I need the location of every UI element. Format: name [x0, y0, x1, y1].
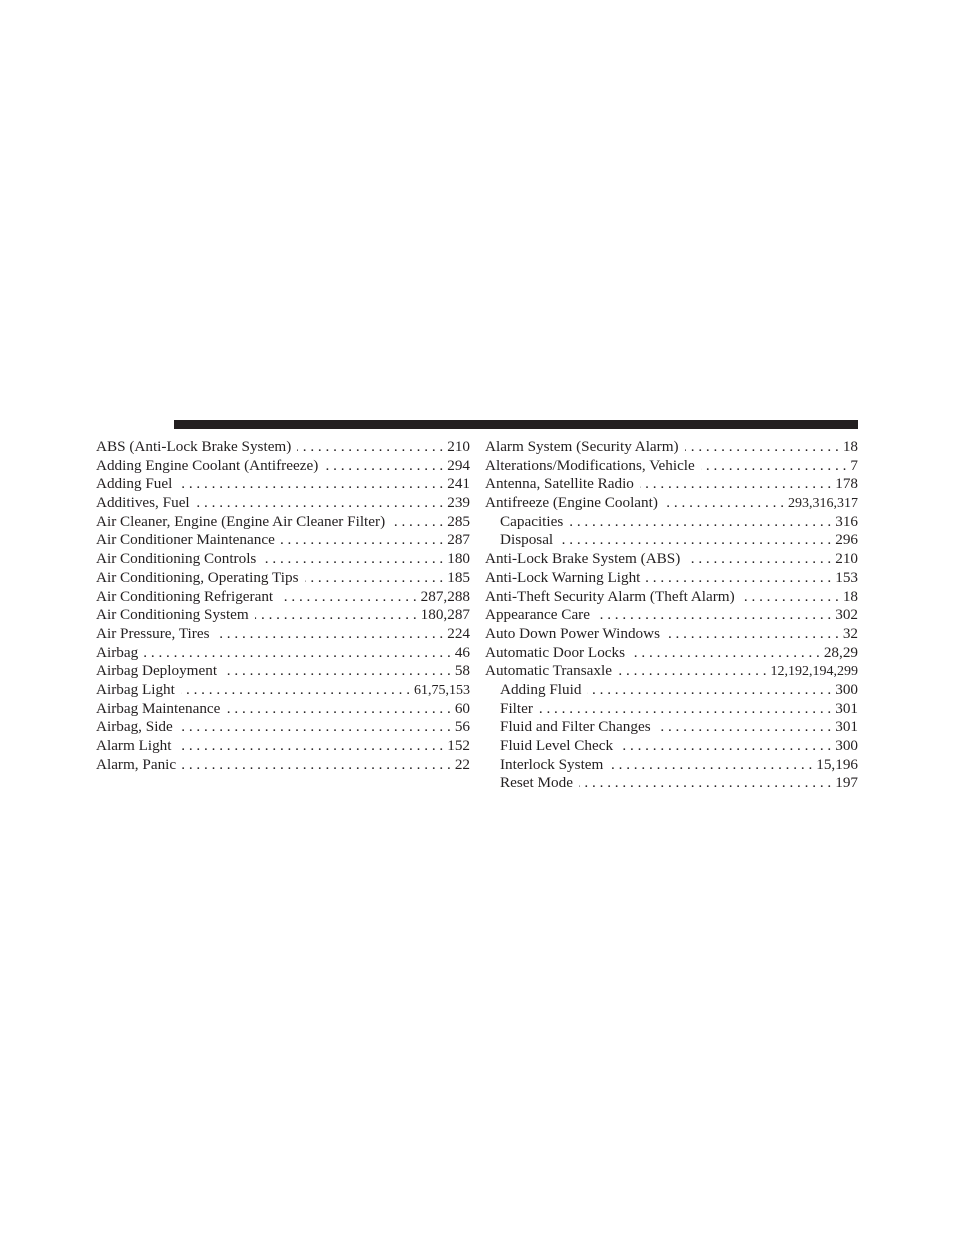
index-entry	[485, 625, 858, 644]
index-term: Fluid Level Check	[500, 737, 614, 754]
dot-leader	[640, 475, 831, 494]
index-subentry	[485, 681, 858, 700]
dot-leader	[196, 494, 444, 513]
index-term: Airbag Light	[96, 680, 175, 698]
index-page-ref: 300	[835, 680, 858, 698]
index-page-ref: 58	[454, 662, 470, 680]
dot-leader	[685, 438, 839, 457]
dot-leader	[559, 531, 831, 550]
index-entry	[96, 438, 470, 457]
index-subentry	[485, 700, 858, 719]
dot-leader	[178, 737, 444, 756]
index-column-left	[96, 438, 470, 774]
dot-leader	[539, 700, 831, 719]
index-page-ref: 32	[842, 624, 858, 642]
dot-leader	[279, 588, 416, 607]
index-page-ref: 210	[447, 438, 470, 455]
index-entry	[96, 644, 470, 663]
index-entry	[96, 737, 470, 756]
index-term: Appearance Care	[485, 606, 590, 624]
dot-leader	[741, 588, 839, 607]
index-term: Disposal	[500, 531, 554, 549]
index-entry	[96, 513, 470, 532]
index-subentry	[485, 531, 858, 550]
index-term: Antifreeze (Engine Coolant)	[485, 494, 658, 512]
index-subentry	[485, 774, 858, 793]
index-term: Adding Fluid	[500, 680, 582, 698]
index-page-ref: 12,192,194,299	[770, 664, 858, 680]
index-entry	[96, 681, 470, 700]
index-subentry	[485, 737, 858, 756]
index-term: Automatic Transaxle	[485, 662, 612, 680]
dot-leader	[223, 662, 451, 681]
index-page-ref: 22	[454, 755, 470, 773]
dot-leader	[664, 494, 784, 513]
index-term: Alarm, Panic	[96, 755, 177, 773]
index-page-ref: 60	[454, 699, 470, 717]
dot-leader	[657, 718, 832, 737]
dot-leader	[569, 513, 831, 532]
dot-leader	[618, 662, 767, 681]
dot-leader	[144, 644, 451, 663]
index-entry	[485, 588, 858, 607]
index-subentry	[485, 756, 858, 775]
index-entry	[96, 700, 470, 719]
index-term: Air Conditioner Maintenance	[96, 531, 275, 549]
index-term: Air Cleaner, Engine (Engine Air Cleaner Filter)	[96, 512, 386, 530]
index-page-ref: 185	[447, 568, 470, 586]
index-term: ABS (Anti-Lock Brake System)	[96, 438, 292, 455]
index-entry	[96, 550, 470, 569]
dot-leader	[646, 569, 831, 588]
index-page-ref: 180	[447, 550, 470, 568]
index-entry	[96, 718, 470, 737]
index-term: Filter	[500, 699, 533, 717]
index-page-ref: 224	[447, 624, 470, 642]
dot-leader	[182, 756, 451, 775]
index-page-ref: 7	[850, 456, 858, 474]
index-entry	[485, 475, 858, 494]
index-entry	[485, 662, 858, 681]
index-entry	[96, 457, 470, 476]
index-page-ref: 153	[835, 568, 858, 586]
index-term: Capacities	[500, 512, 564, 530]
index-entry	[485, 569, 858, 588]
index-term: Air Pressure, Tires	[96, 624, 210, 642]
index-term: Air Conditioning System	[96, 606, 249, 624]
index-page-ref: 287	[447, 531, 470, 549]
index-page-ref: 241	[447, 475, 470, 493]
index-page-ref: 152	[447, 737, 470, 754]
index-term: Alarm System (Security Alarm)	[485, 438, 679, 455]
index-entry	[96, 606, 470, 625]
index-term: Interlock System	[500, 755, 604, 773]
index-term: Fluid and Filter Changes	[500, 718, 651, 736]
dot-leader	[297, 438, 443, 457]
dot-leader	[226, 700, 450, 719]
index-term: Anti-Lock Brake System (ABS)	[485, 550, 681, 568]
dot-leader	[179, 718, 451, 737]
index-term: Auto Down Power Windows	[485, 624, 661, 642]
index-entry	[485, 644, 858, 663]
index-page-ref: 293,316,317	[788, 496, 858, 512]
index-term: Additives, Fuel	[96, 494, 190, 512]
index-entry	[96, 588, 470, 607]
index-page-ref: 301	[835, 718, 858, 736]
index-entry	[485, 438, 858, 457]
index-page-ref: 197	[835, 774, 858, 792]
index-entry	[96, 756, 470, 775]
index-page-ref: 287,288	[420, 587, 470, 605]
index-entry	[96, 569, 470, 588]
index-page-ref: 239	[447, 494, 470, 512]
index-subentry	[485, 513, 858, 532]
index-page-ref: 302	[835, 606, 858, 624]
index-page-ref: 61,75,153	[414, 682, 470, 698]
dot-leader	[701, 457, 847, 476]
index-term: Air Conditioning, Operating Tips	[96, 568, 299, 586]
index-term: Airbag Deployment	[96, 662, 218, 680]
dot-leader	[596, 606, 831, 625]
index-term: Automatic Door Locks	[485, 643, 626, 661]
dot-leader	[686, 550, 831, 569]
index-page-ref: 300	[835, 737, 858, 754]
dot-leader	[631, 644, 820, 663]
index-page-ref: 285	[447, 512, 470, 530]
index-page-ref: 15,196	[816, 755, 858, 773]
index-term: Airbag	[96, 643, 139, 661]
index-term: Air Conditioning Refrigerant	[96, 587, 274, 605]
index-term: Airbag, Side	[96, 718, 173, 736]
dot-leader	[619, 737, 831, 756]
dot-leader	[391, 513, 443, 532]
index-page-ref: 178	[835, 475, 858, 493]
dot-leader	[324, 457, 443, 476]
dot-leader	[587, 681, 831, 700]
index-page-ref: 56	[454, 718, 470, 736]
index-term: Adding Fuel	[96, 475, 173, 493]
index-column-right	[485, 438, 858, 793]
dot-leader	[666, 625, 839, 644]
index-entry	[96, 531, 470, 550]
index-page-ref: 316	[835, 512, 858, 530]
dot-leader	[305, 569, 444, 588]
index-entry	[96, 662, 470, 681]
dot-leader	[178, 475, 443, 494]
index-term: Air Conditioning Controls	[96, 550, 257, 568]
dot-leader	[262, 550, 443, 569]
index-page-ref: 18	[842, 438, 858, 455]
index-page-ref: 296	[835, 531, 858, 549]
index-page-ref: 46	[454, 643, 470, 661]
dot-leader	[281, 531, 443, 550]
index-entry	[485, 494, 858, 513]
index-entry	[96, 494, 470, 513]
index-term: Alterations/Modifications, Vehicle	[485, 456, 695, 474]
index-page-ref: 28,29	[823, 643, 858, 661]
index-page-ref: 294	[447, 456, 470, 474]
dot-leader	[579, 774, 831, 793]
index-page-ref: 180,287	[420, 606, 470, 624]
index-entry	[96, 475, 470, 494]
dot-leader	[181, 681, 410, 700]
index-entry	[485, 550, 858, 569]
index-term: Antenna, Satellite Radio	[485, 475, 634, 493]
section-header-rule	[174, 420, 858, 429]
index-term: Alarm Light	[96, 737, 172, 754]
index-term: Reset Mode	[500, 774, 573, 792]
index-entry	[485, 457, 858, 476]
index-entry	[485, 606, 858, 625]
index-term: Adding Engine Coolant (Antifreeze)	[96, 456, 319, 474]
index-term: Airbag Maintenance	[96, 699, 221, 717]
index-term: Anti-Theft Security Alarm (Theft Alarm)	[485, 587, 735, 605]
dot-leader	[609, 756, 812, 775]
index-page-ref: 18	[842, 587, 858, 605]
index-subentry	[485, 718, 858, 737]
index-page-ref: 301	[835, 699, 858, 717]
index-term: Anti-Lock Warning Light	[485, 568, 641, 586]
index-entry	[96, 625, 470, 644]
dot-leader	[255, 606, 417, 625]
index-page-ref: 210	[835, 550, 858, 568]
dot-leader	[216, 625, 444, 644]
